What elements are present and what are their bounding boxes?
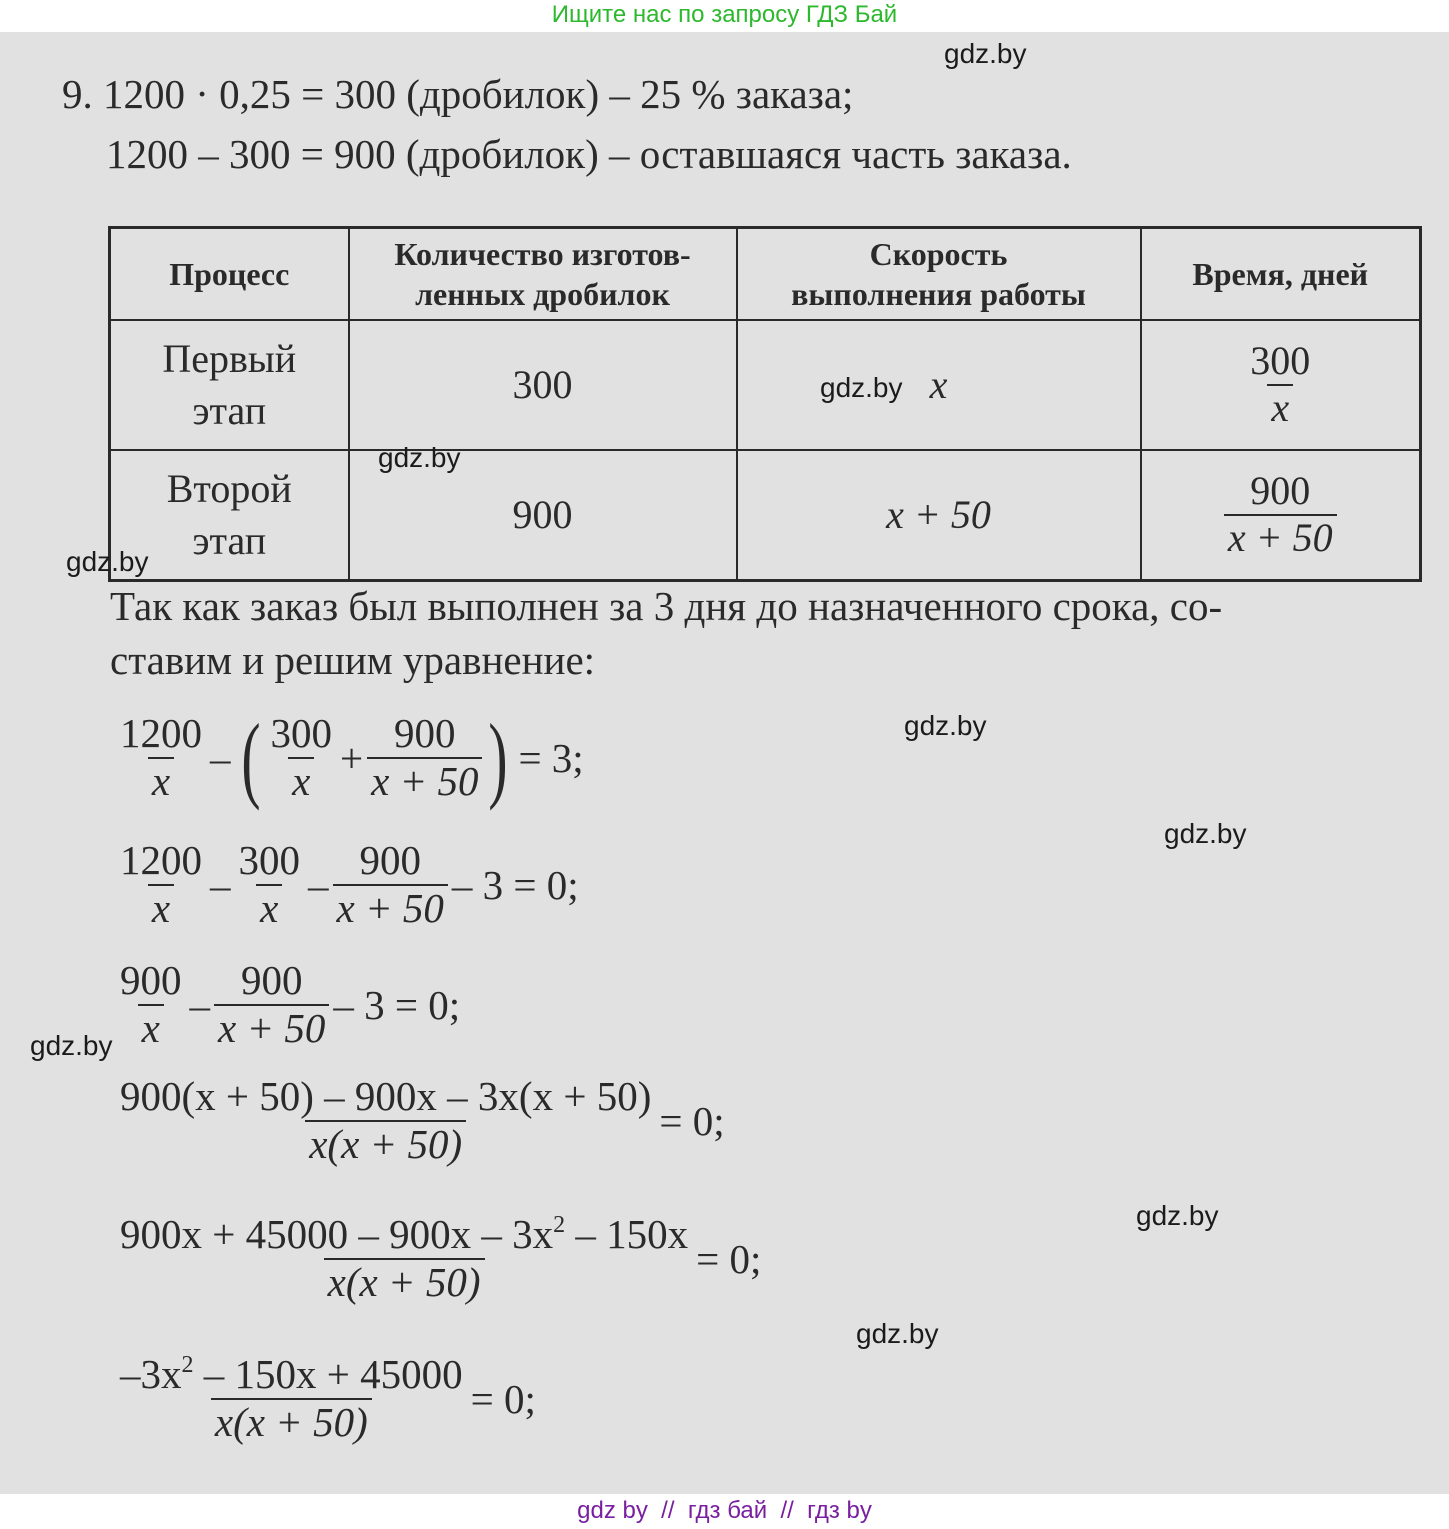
banner-text: Ищите нас по запросу ГДЗ Бай bbox=[551, 1, 898, 28]
watermark: gdz.by bbox=[66, 546, 149, 577]
equation-4: $\frac{900(x + 50) - 900x - 3x(x + 50)}{x(x + 50)}$ = 0; bbox=[120, 1073, 725, 1167]
text-line-2: ставим и решим уравнение: bbox=[110, 637, 596, 683]
table-header-row bbox=[110, 228, 1421, 321]
equation-5: $\frac{900x + 45000 - 900x - 3x^2 - 150x}{x(x + 50)}$ = 0; bbox=[120, 1211, 762, 1305]
watermark: gdz.by bbox=[944, 38, 1027, 69]
watermark: gdz.by bbox=[30, 1030, 113, 1061]
header-time: Время, дней bbox=[1141, 228, 1421, 321]
equation-1: $\frac{1200}{x}$ – ( $\frac{300}{x}$ + $\frac{900}{x + 50}$ ) = 3; bbox=[120, 704, 584, 811]
problem-number: 9. bbox=[62, 71, 93, 117]
header-process: Процесс bbox=[110, 228, 349, 321]
header-quantity: Количество изготов- ленных дробилок bbox=[349, 228, 737, 321]
cell-time: $\frac{900}{x + 50}$ bbox=[1141, 450, 1421, 581]
problem-statement-2: 1200 – 300 = 900 (дробилок) – оставшаяся часть заказа. bbox=[106, 131, 1072, 177]
footer-links[interactable]: gdz by // гдз бай // гдз by bbox=[577, 1497, 872, 1524]
text-line-1: Так как заказ был выполнен за 3 дня до назначенного срока, со- bbox=[110, 583, 1223, 629]
header-speed: Скорость выполнения работы bbox=[737, 228, 1141, 321]
problem-line-1 bbox=[62, 70, 853, 118]
equation-3: $\frac{900}{x}$ – $\frac{900}{x + 50}$ – 3 = 0; bbox=[120, 957, 461, 1051]
problem-statement-1: 1200 · 0,25 = 300 (дробилок) – 25 % заказа; bbox=[103, 71, 854, 117]
table-row bbox=[110, 450, 1421, 581]
cell-quantity: 300 bbox=[349, 320, 737, 450]
bottom-banner bbox=[0, 1494, 1449, 1529]
process-table bbox=[108, 226, 1422, 582]
watermark: gdz.by bbox=[1136, 1200, 1219, 1231]
table-row bbox=[110, 320, 1421, 450]
cell-speed: x + 50 bbox=[737, 450, 1141, 581]
watermark: gdz.by bbox=[378, 442, 461, 473]
top-banner bbox=[0, 0, 1449, 32]
equation-2: $\frac{1200}{x}$ – $\frac{300}{x}$ – $\frac{900}{x + 50}$ – 3 = 0; bbox=[120, 837, 579, 931]
cell-process: Второй этап bbox=[110, 450, 349, 581]
cell-speed: x bbox=[737, 320, 1141, 450]
watermark: gdz.by bbox=[856, 1318, 939, 1349]
equation-6: $\frac{-3x^2 - 150x + 45000}{x(x + 50)}$ = 0; bbox=[120, 1351, 536, 1445]
cell-quantity: 900 bbox=[349, 450, 737, 581]
watermark: gdz.by bbox=[820, 372, 903, 403]
cell-process: Первый этап bbox=[110, 320, 349, 450]
textbook-scan bbox=[0, 32, 1449, 1494]
problem-line-2 bbox=[106, 130, 1072, 178]
watermark: gdz.by bbox=[1164, 818, 1247, 849]
cell-time: $\frac{300}{x}$ bbox=[1141, 320, 1421, 450]
watermark: gdz.by bbox=[904, 710, 987, 741]
